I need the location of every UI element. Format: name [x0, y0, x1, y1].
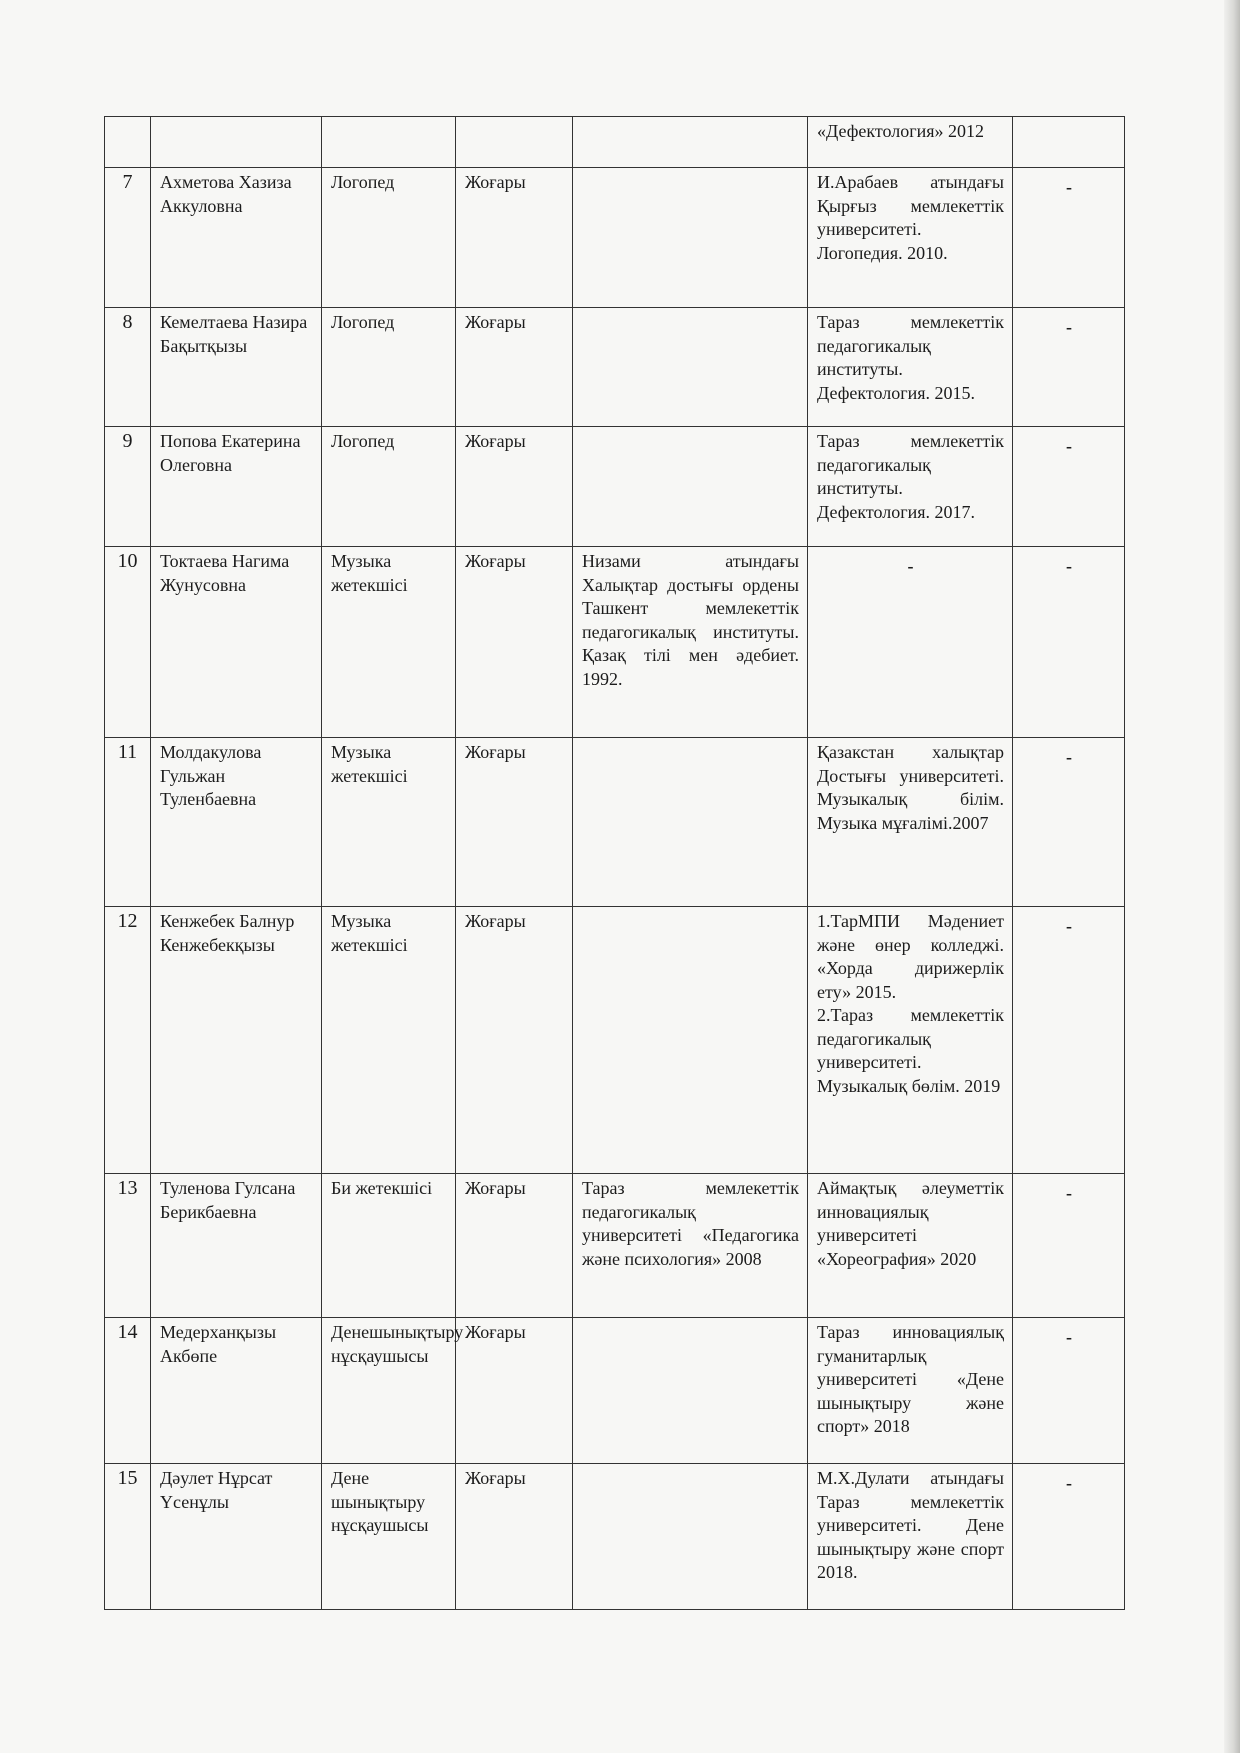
education-primary [573, 427, 808, 547]
employee-name [151, 117, 322, 168]
employee-name: Молдакулова Гульжан Туленбаевна [151, 738, 322, 907]
table-row [105, 907, 1125, 1174]
education-secondary: Тараз мемлекеттік педагогикалық институты. Дефектология. 2017. [808, 427, 1013, 547]
education-level: Жоғары [456, 547, 573, 738]
education-level: Жоғары [456, 427, 573, 547]
position: Музыка жетекшісі [322, 907, 456, 1174]
position: Музыка жетекшісі [322, 738, 456, 907]
note: - [1013, 168, 1125, 308]
row-number: 9 [105, 427, 151, 547]
education-entry: 2.Тараз мемлекеттік педагогикалық университеті. Музыкалық бөлім. 2019 [817, 1005, 1004, 1096]
education-primary [573, 308, 808, 427]
education-level: Жоғары [456, 1464, 573, 1610]
education-level: Жоғары [456, 907, 573, 1174]
education-secondary: - [808, 547, 1013, 738]
education-level: Жоғары [456, 1174, 573, 1318]
note: - [1013, 907, 1125, 1174]
position [322, 117, 456, 168]
education-level [456, 117, 573, 168]
table-row [105, 117, 1125, 168]
education-level: Жоғары [456, 1318, 573, 1464]
education-level: Жоғары [456, 308, 573, 427]
education-secondary: Аймақтық әлеуметтік инновациялық университеті «Хореография» 2020 [808, 1174, 1013, 1318]
row-number: 12 [105, 907, 151, 1174]
table-row [105, 738, 1125, 907]
education-secondary: Тараз инновациялық гуманитарлық университеті «Дене шынықтыру және спорт» 2018 [808, 1318, 1013, 1464]
table-row [105, 308, 1125, 427]
staff-table [104, 116, 1125, 1610]
row-number: 8 [105, 308, 151, 427]
table-row [105, 1464, 1125, 1610]
position: Би жетекшісі [322, 1174, 456, 1318]
education-primary: Тараз мемлекеттік педагогикалық университеті «Педагогика және психология» 2008 [573, 1174, 808, 1318]
row-number: 10 [105, 547, 151, 738]
education-primary [573, 738, 808, 907]
row-number: 14 [105, 1318, 151, 1464]
education-level: Жоғары [456, 168, 573, 308]
row-number: 13 [105, 1174, 151, 1318]
education-primary: Низами атындағы Халықтар достығы ордены Ташкент мемлекеттік педагогикалық институты. Қазақ тілі мен әдебиет. 1992. [573, 547, 808, 738]
employee-name: Попова Екатерина Олеговна [151, 427, 322, 547]
row-number: 15 [105, 1464, 151, 1610]
table-row [105, 1318, 1125, 1464]
table-row [105, 168, 1125, 308]
education-secondary: М.Х.Дулати атындағы Тараз мемлекеттік университеті. Дене шынықтыру және спорт 2018. [808, 1464, 1013, 1610]
note: - [1013, 547, 1125, 738]
education-level: Жоғары [456, 738, 573, 907]
education-secondary: «Дефектология» 2012 [808, 117, 1013, 168]
position: Музыка жетекшісі [322, 547, 456, 738]
education-primary [573, 907, 808, 1174]
education-primary [573, 1318, 808, 1464]
position: Денешынықтыру нұсқаушысы [322, 1318, 456, 1464]
position: Логопед [322, 427, 456, 547]
note: - [1013, 427, 1125, 547]
education-secondary [808, 907, 1013, 1174]
row-number: 7 [105, 168, 151, 308]
row-number [105, 117, 151, 168]
education-primary [573, 117, 808, 168]
employee-name: Кенжебек Балнур Кенжебекқызы [151, 907, 322, 1174]
row-number: 11 [105, 738, 151, 907]
employee-name: Туленова Гулсана Берикбаевна [151, 1174, 322, 1318]
table-row [105, 547, 1125, 738]
position: Логопед [322, 308, 456, 427]
education-secondary: И.Арабаев атындағы Қырғыз мемлекеттік университеті. Логопедия. 2010. [808, 168, 1013, 308]
education-secondary: Тараз мемлекеттік педагогикалық институты. Дефектология. 2015. [808, 308, 1013, 427]
employee-name: Кемелтаева Назира Бақытқызы [151, 308, 322, 427]
position: Логопед [322, 168, 456, 308]
note: - [1013, 1174, 1125, 1318]
page-edge-shadow [1224, 0, 1240, 1753]
note [1013, 117, 1125, 168]
education-secondary: Қазакстан халықтар Достығы университеті. Музыкалық білім. Музыка мұғалімі.2007 [808, 738, 1013, 907]
education-entry: 1.ТарМПИ Мәдениет және өнер колледжі. «Хорда дирижерлік ету» 2015. [817, 911, 1004, 1002]
position: Дене шынықтыру нұсқаушысы [322, 1464, 456, 1610]
table-row [105, 427, 1125, 547]
employee-name: Ахметова Хазиза Аккуловна [151, 168, 322, 308]
note: - [1013, 1464, 1125, 1610]
employee-name: Токтаева Нагима Жунусовна [151, 547, 322, 738]
education-primary [573, 168, 808, 308]
employee-name: Дәулет Нұрсат Үсенұлы [151, 1464, 322, 1610]
note: - [1013, 738, 1125, 907]
education-primary [573, 1464, 808, 1610]
note: - [1013, 1318, 1125, 1464]
note: - [1013, 308, 1125, 427]
table-row [105, 1174, 1125, 1318]
employee-name: Медерханқызы Акбөпе [151, 1318, 322, 1464]
